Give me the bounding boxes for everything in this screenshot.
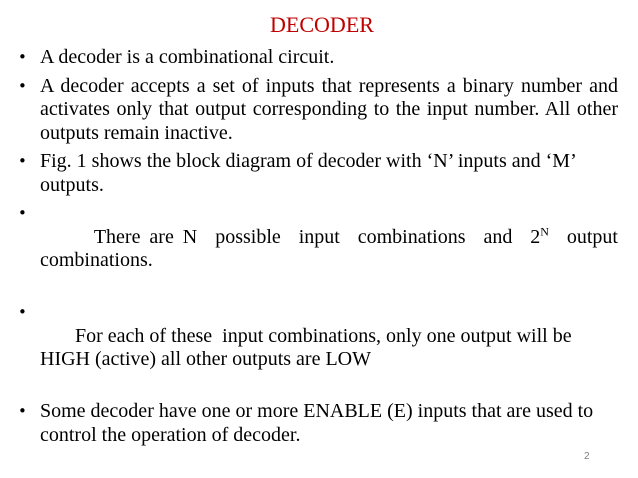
bullet-text: A decoder accepts a set of inputs that represents a binary number and activates only that output corresponding to the input number. All other outputs remain inactive. xyxy=(40,74,618,144)
bullet-text: For each of these input combinations, only one output will be HIGH (active) all other outputs are LOW xyxy=(40,324,577,370)
bullet-icon: • xyxy=(18,204,27,222)
bullet-icon: • xyxy=(18,152,27,170)
bullet-text-start: There are N possible input combinations and 2 xyxy=(93,225,541,248)
bullet-list xyxy=(18,46,623,452)
bullet-item xyxy=(18,150,618,197)
slide-title: DECODER xyxy=(270,12,374,37)
bullet-text: A decoder is a combinational circuit. xyxy=(40,46,335,68)
page-number: 2 xyxy=(584,451,590,462)
bullet-text: Some decoder have one or more ENABLE (E) inputs that are used to control the operation of decoder. xyxy=(40,400,594,446)
bullet-icon: • xyxy=(18,303,27,321)
bullet-text: Fig. 1 shows the block diagram of decoder with ‘N’ inputs and ‘M’ outputs. xyxy=(40,150,576,196)
superscript-n: N xyxy=(540,223,549,238)
bullet-item xyxy=(18,202,623,296)
bullet-icon: • xyxy=(18,76,27,95)
bullet-item xyxy=(18,46,618,70)
bullet-item xyxy=(18,400,618,447)
bullet-item xyxy=(18,75,618,146)
bullet-item xyxy=(18,301,618,395)
bullet-icon: • xyxy=(18,48,27,66)
bullet-text-end: output combinations. xyxy=(40,225,623,271)
bullet-icon: • xyxy=(18,402,27,420)
